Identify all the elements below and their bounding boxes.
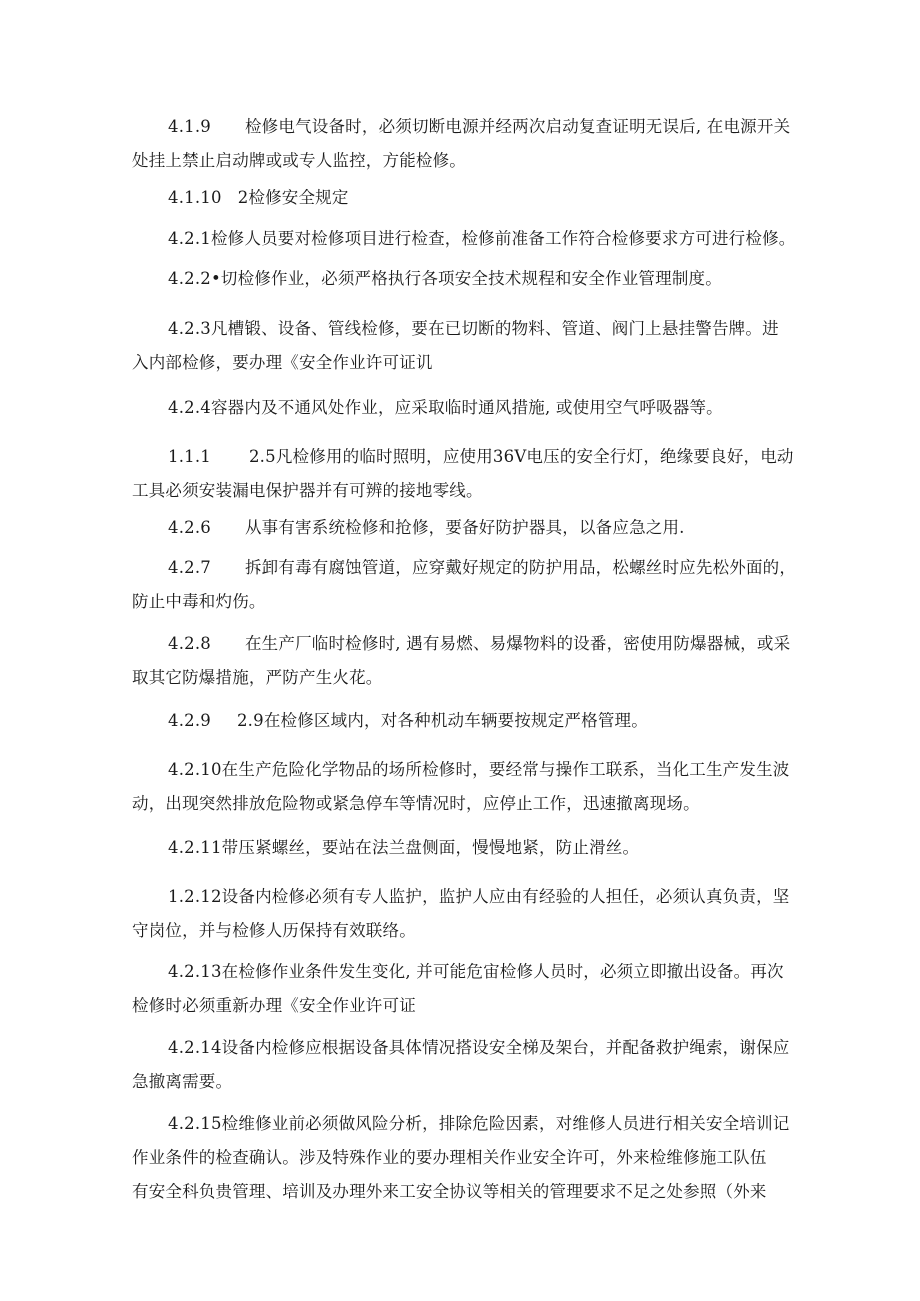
paragraph-4-2-9	[168, 704, 808, 738]
paragraph-text: 防止中毒和灼伤。	[132, 592, 266, 611]
paragraph-4-2-4	[168, 391, 808, 425]
paragraph-4-2-13	[132, 955, 808, 1023]
paragraph-text: 4.2.2•切检修作业，必须严格执行各项安全技术规程和安全作业管理制度。	[168, 269, 722, 288]
paragraph-text: 急撤离需要。	[132, 1072, 233, 1091]
clause-number: 4.1.10	[168, 188, 222, 207]
paragraph-4-2-15	[132, 1107, 808, 1209]
paragraph-4-2-10	[132, 753, 808, 821]
paragraph-text: 2.5凡检修用的临时照明，应使用36V电压的安全行灯，绝缘要良好，电动	[248, 447, 794, 466]
paragraph-text: 2检修安全规定	[237, 188, 349, 207]
paragraph-text: 4.2.13在检修作业条件发生变化, 并可能危宙检修人员时，必须立即撤出设备。再次	[168, 962, 784, 981]
paragraph-text: 检修时必须重新办理《安全作业许可证	[132, 996, 416, 1015]
paragraph-text: 作业条件的检查确认。涉及特殊作业的要办理相关作业安全许可，外来检维修施工队伍	[132, 1148, 767, 1167]
clause-number: 4.1.9	[168, 117, 211, 136]
paragraph-4-2-14	[132, 1031, 808, 1099]
paragraph-text: 4.2.1检修人员要对检修项目进行检查，检修前准备工作符合检修要求方可进行检修。	[168, 229, 796, 248]
clause-number: 1.1.1	[168, 447, 211, 466]
paragraph-text: 4.2.15检维修业前必须做风险分析，排除危险因素，对维修人员进行相关安全培训记	[168, 1114, 790, 1133]
paragraph-4-2-2	[168, 262, 808, 296]
paragraph-4-2-8	[132, 627, 808, 695]
paragraph-1-1-1	[132, 440, 808, 508]
paragraph-text: 工具必须安装漏电保护器并有可辨的接地零线。	[132, 481, 483, 500]
paragraph-4-2-6	[168, 511, 808, 545]
paragraph-text: 处挂上禁止启动牌或或专人监控，方能检修。	[132, 151, 466, 170]
paragraph-text: 动，出现突然排放危险物或紧急停车等情况时，应停止工作，迅速撤离现场。	[132, 794, 700, 813]
paragraph-4-2-7	[132, 551, 808, 619]
paragraph-text: 拆卸有毒有腐蚀管道，应穿戴好规定的防护用品，松螺丝时应先松外面的，	[244, 558, 797, 577]
paragraph-text: 4.2.10在生产危险化学物品的场所检修时，要经常与操作工联系，当化工生产发生波	[168, 760, 790, 779]
paragraph-text: 从事有害系统检修和抢修，要备好防护器具，以备应急之用.	[244, 518, 685, 537]
paragraph-text: 2.9在检修区域内，对各种机动车辆要按规定严格管理。	[236, 711, 648, 730]
paragraph-text: 取其它防爆措施，严防产生火花。	[132, 668, 383, 687]
paragraph-4-1-10	[168, 181, 808, 215]
clause-number: 4.2.9	[168, 711, 211, 730]
paragraph-text: 守岗位，并与检修人历保持有效联络。	[132, 921, 416, 940]
paragraph-text: 有安全科负贵管理、培训及办理外来工安全协议等相关的管理要求不足之处参照（外来	[132, 1182, 767, 1201]
paragraph-text: 4.2.14设备内检修应根据设备具体情况搭设安全梯及架台，并配备救护绳索，谢保应	[168, 1038, 790, 1057]
paragraph-text: 入内部检修，要办理《安全作业许可证讥	[132, 353, 433, 372]
paragraph-4-1-9	[132, 110, 808, 178]
clause-number: 4.2.6	[168, 518, 211, 537]
paragraph-text: 4.2.11带压紧螺丝，要站在法兰盘侧面，慢慢地紧，防止滑丝。	[168, 838, 640, 857]
clause-number: 4.2.7	[168, 558, 211, 577]
clause-number: 4.2.8	[168, 634, 211, 653]
paragraph-text: 1.2.12设备内检修必须有专人监护，监护人应由有经验的人担任，必须认真负责，坚	[168, 887, 790, 906]
paragraph-4-2-11	[168, 831, 808, 865]
paragraph-text: 4.2.4容器内及不通风处作业，应采取临时通风措施, 或使用空气呼吸器等。	[168, 398, 723, 417]
paragraph-4-2-3	[132, 312, 808, 380]
paragraph-1-2-12	[132, 880, 808, 948]
paragraph-text: 在生产厂临时检修时, 遇有易燃、易爆物料的设番，密使用防爆器械，或采	[244, 634, 791, 653]
paragraph-text: 4.2.3凡槽锻、设备、管线检修，要在已切断的物料、管道、阀门上悬挂警告牌。进	[168, 319, 779, 338]
paragraph-text: 检修电气设备时，必须切断电源并经两次启动复查证明无误后, 在电源开关	[244, 117, 791, 136]
paragraph-4-2-1	[168, 222, 808, 256]
